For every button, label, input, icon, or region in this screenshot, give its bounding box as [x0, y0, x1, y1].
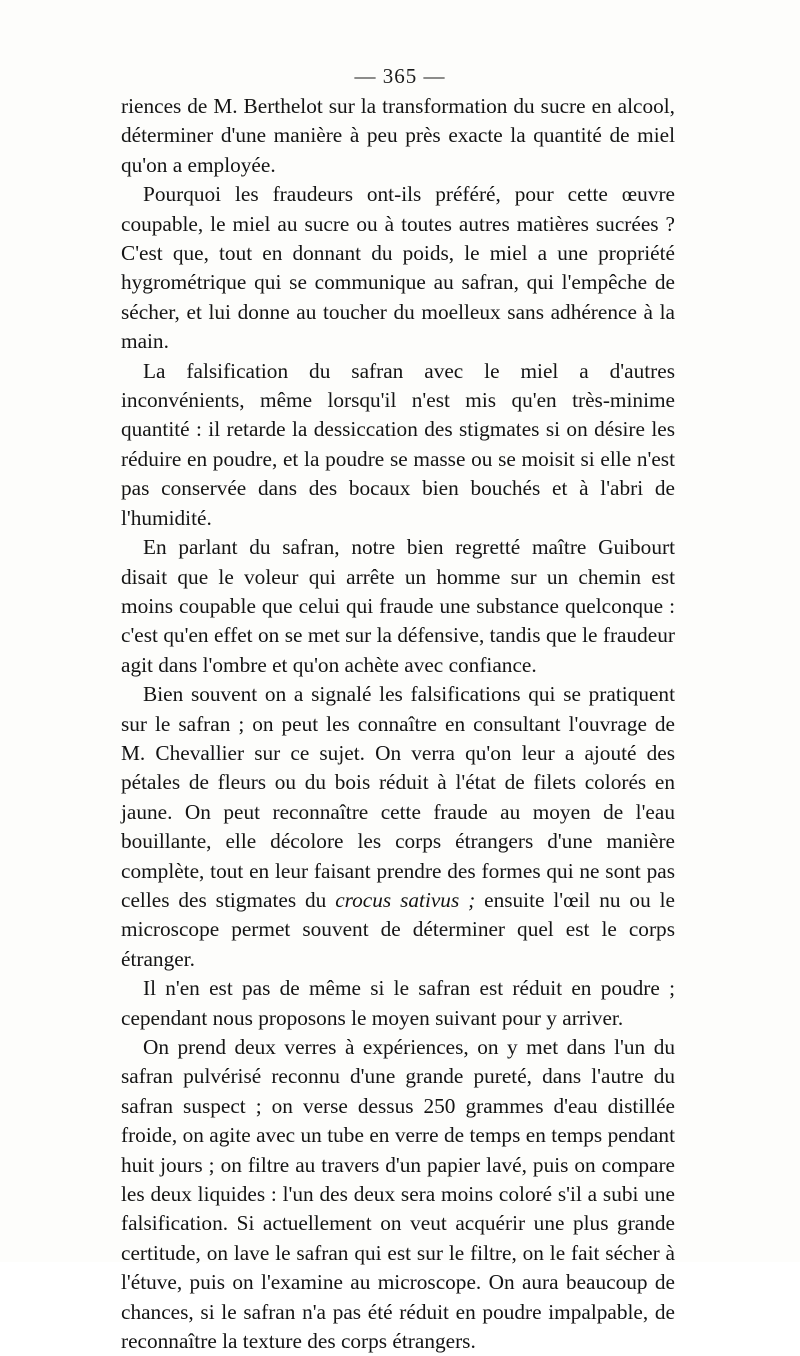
paragraph-method: On prend deux verres à expériences, on y met dans l'un du safran pulvérisé reconnu d'une grande pureté, dans l'autre du safran suspect ; on verse dessus 250 grammes d'eau distillée froide, on agite avec un tube en verre de temps en temps pendant huit jours ; on filtre au travers d'un papier lavé, puis on compare les deux liquides : l'un des deux sera moins coloré s'il a subi une falsification. Si actuellement on veut acquérir une plus grande certitude, on lave le safran qui est sur le filtre, on le fait sécher à l'étuve, puis on l'examine au microscope. On aura beaucoup de chances, si le safran n'a pas été réduit en poudre impalpable, de reconnaître la texture des corps étrangers.	[121, 1035, 675, 1354]
paragraph-falsifications-text: Bien souvent on a signalé les falsifications qui se pratiquent sur le safran ; on peut les connaître en consultant l'ouvrage de M. Chevallier sur ce sujet. On verra qu'on leur a ajouté des pétales de fleurs ou du bois réduit à l'état de filets colorés en jaune. On peut reconnaître cette fraude au moyen de l'eau bouillante, elle décolore les corps étrangers d'une manière complète, tout en leur faisant prendre des formes qui ne sont pas celles des stigmates du	[121, 682, 675, 912]
paragraph-powder: Il n'en est pas de même si le safran est réduit en poudre ; cependant nous proposons le moyen suivant pour y arriver.	[121, 976, 675, 1030]
paragraph-falsifications	[121, 680, 675, 974]
paragraph-continued: riences de M. Berthelot sur la transformation du sucre en alcool, déterminer d'une manière à peu près exacte la quantité de miel qu'on a employée.	[121, 94, 675, 177]
species-name: crocus sativus ;	[335, 887, 476, 912]
paragraph-honey-fraud: Pourquoi les fraudeurs ont-ils préféré, pour cette œuvre coupable, le miel au sucre ou à toutes autres matières sucrées ? C'est que, tout en donnant du poids, le miel a une propriété hygrométrique qui se communique au safran, qui l'empêche de sécher, et lui donne au toucher du moelleux sans adhérence à la main.	[121, 182, 675, 354]
page-number: — 365 —	[354, 64, 446, 88]
paragraph-inconveniences: La falsification du safran avec le miel a d'autres inconvénients, même lorsqu'il n'est mis qu'en très-minime quantité : il retarde la dessiccation des stigmates si on désire les réduire en poudre, et la poudre se masse ou se moisit si elle n'est pas conservée dans des bocaux bien bouchés et à l'abri de l'humidité.	[121, 358, 675, 530]
paragraph-guibourt: En parlant du safran, notre bien regretté maître Guibourt disait que le voleur qui arrête un homme sur un chemin est moins coupable que celui qui fraude une substance quelconque : c'est qu'en effet on se met sur la défensive, tandis que le fraudeur agit dans l'ombre et qu'on achète avec confiance.	[121, 535, 675, 677]
paragraph-falsifications-end: ensuite l'œil nu ou le microscope permet souvent de déterminer quel est le corps étranger.	[121, 887, 675, 971]
body-text	[121, 92, 675, 1356]
